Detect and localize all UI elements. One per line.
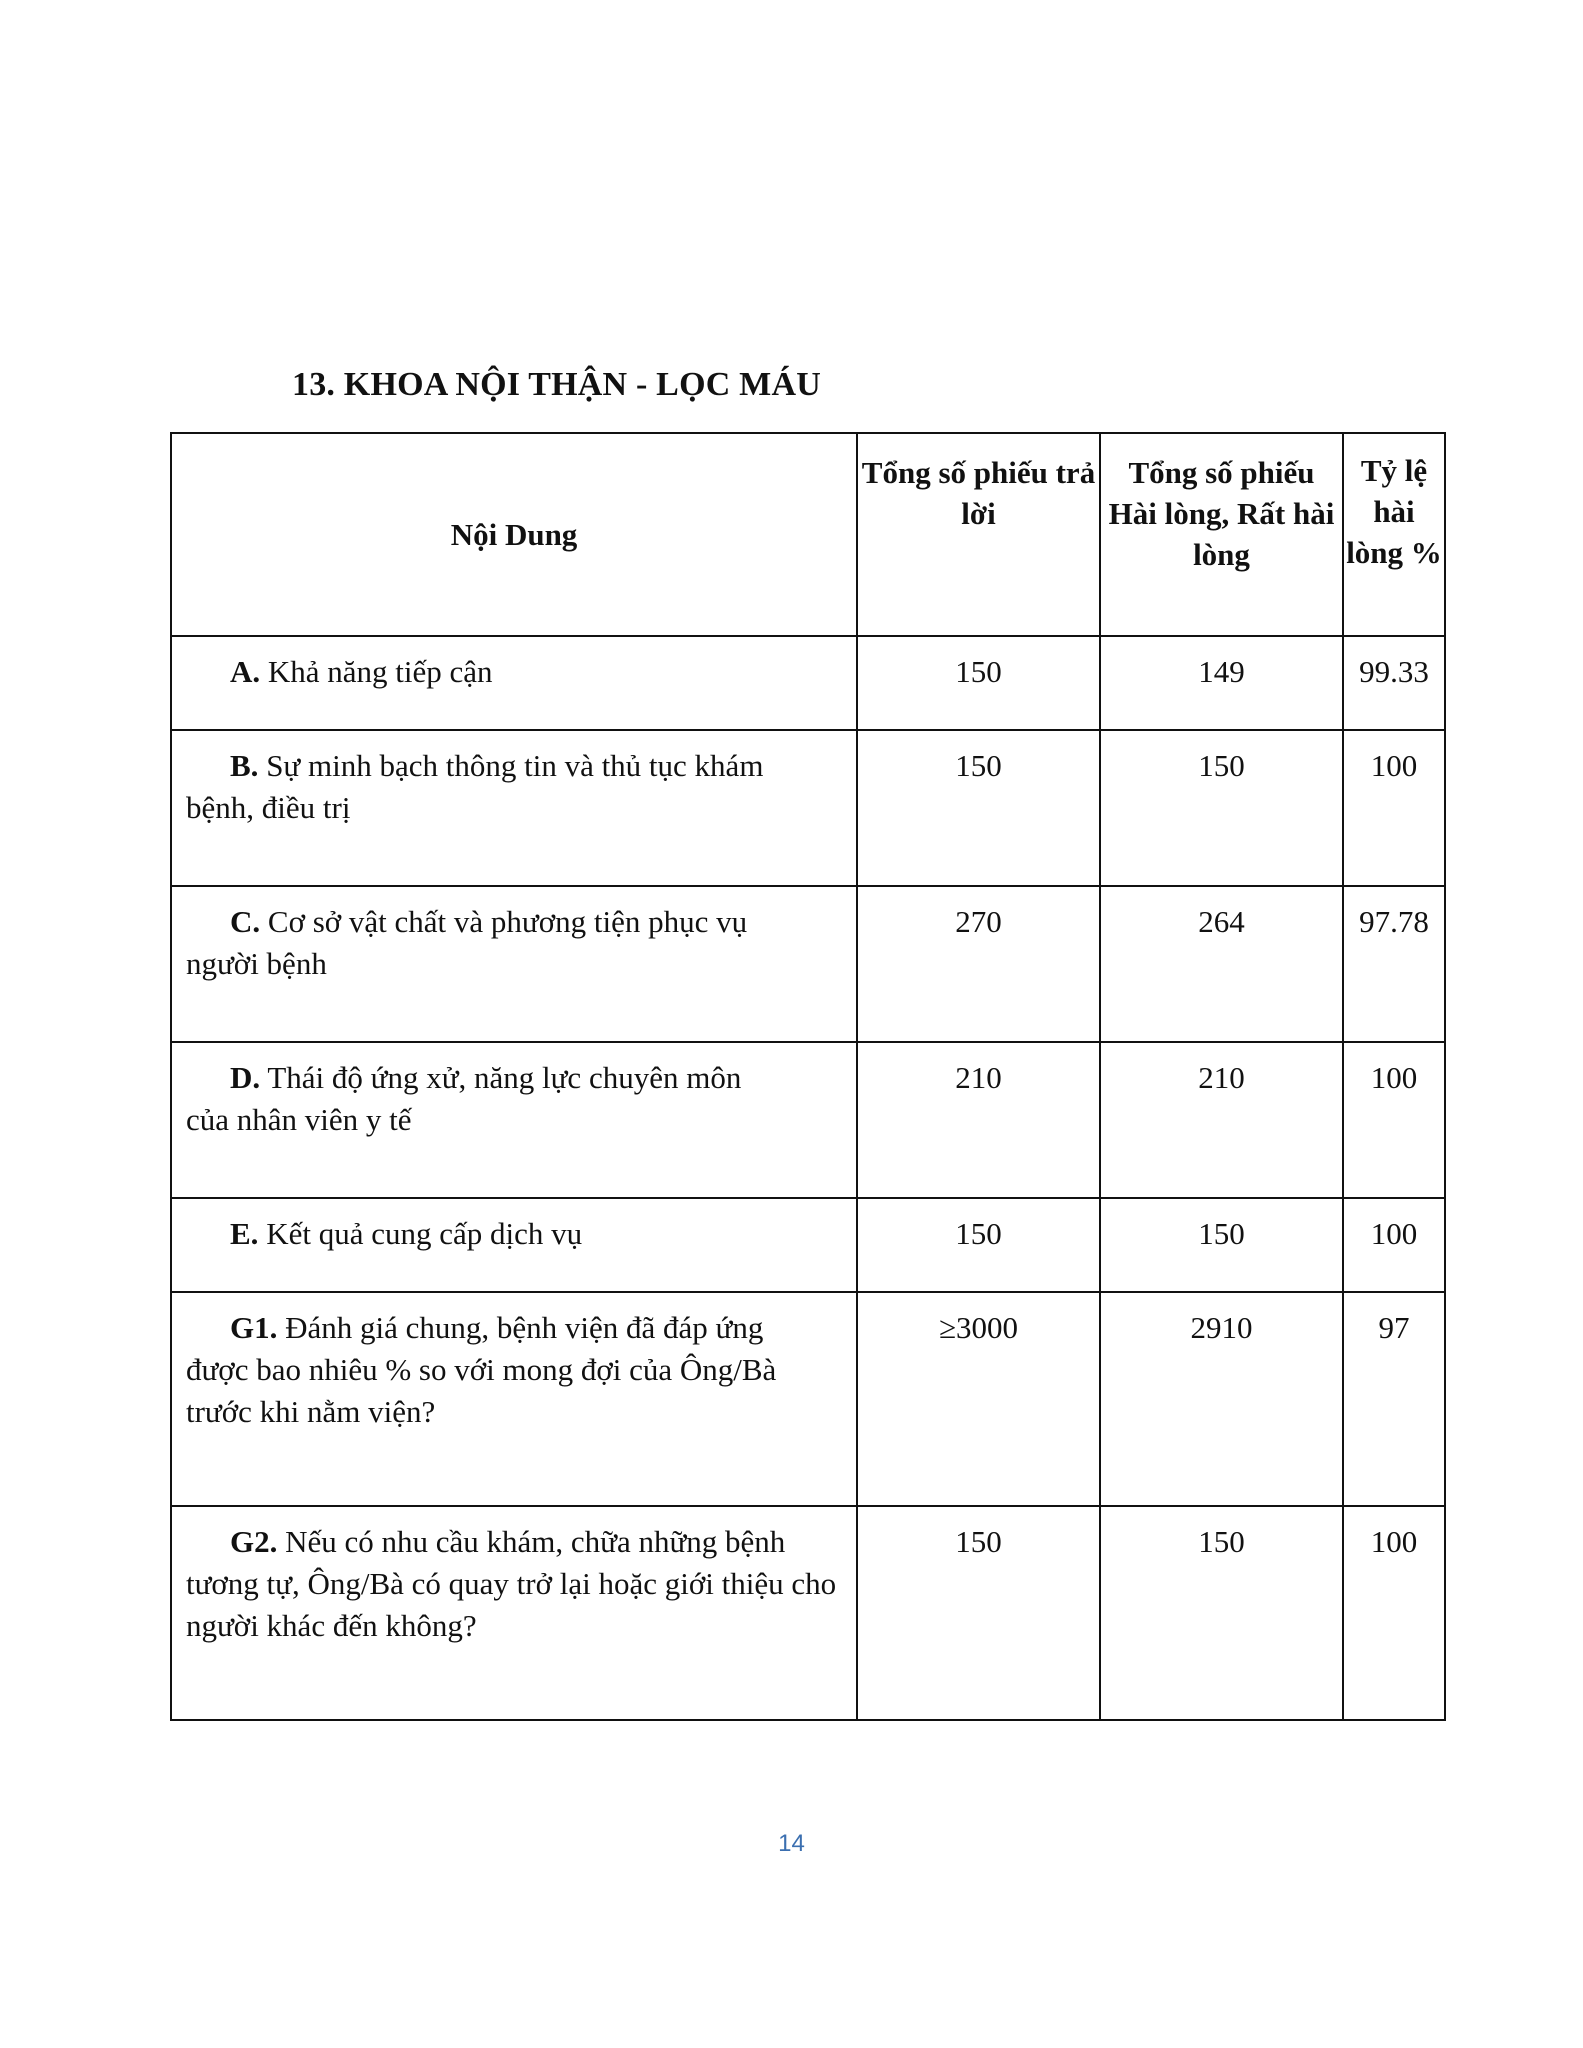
row-total: 210: [857, 1042, 1100, 1198]
row-satisfied: 150: [1100, 730, 1343, 886]
row-rate: 100: [1343, 1506, 1445, 1720]
row-rate: 97.78: [1343, 886, 1445, 1042]
row-satisfied: 210: [1100, 1042, 1343, 1198]
row-content: G1. Đánh giá chung, bệnh viện đã đáp ứng được bao nhiêu % so với mong đợi của Ông/Bà trước khi nằm viện?: [171, 1292, 857, 1506]
header-content: Nội Dung: [171, 433, 857, 636]
row-content: B. Sự minh bạch thông tin và thủ tục khám bệnh, điều trị: [171, 730, 857, 886]
row-total: 270: [857, 886, 1100, 1042]
header-satisfied: Tổng số phiếu Hài lòng, Rất hài lòng: [1100, 433, 1343, 636]
header-total: Tổng số phiếu trả lời: [857, 433, 1100, 636]
row-total: 150: [857, 1198, 1100, 1292]
section-title: 13. KHOA NỘI THẬN - LỌC MÁU: [292, 366, 821, 403]
row-content: A. Khả năng tiếp cận: [171, 636, 857, 730]
row-rate: 100: [1343, 1198, 1445, 1292]
satisfaction-table: [170, 432, 1446, 1721]
row-rate: 99.33: [1343, 636, 1445, 730]
row-rate: 97: [1343, 1292, 1445, 1506]
row-satisfied: 150: [1100, 1506, 1343, 1720]
row-total: 150: [857, 636, 1100, 730]
table-header-row: [171, 433, 1445, 636]
row-rate: 100: [1343, 730, 1445, 886]
table-row: [171, 636, 1445, 730]
row-total: ≥3000: [857, 1292, 1100, 1506]
row-satisfied: 150: [1100, 1198, 1343, 1292]
table-row: [171, 730, 1445, 886]
table-row: [171, 886, 1445, 1042]
row-content: E. Kết quả cung cấp dịch vụ: [171, 1198, 857, 1292]
row-content: C. Cơ sở vật chất và phương tiện phục vụ người bệnh: [171, 886, 857, 1042]
row-rate: 100: [1343, 1042, 1445, 1198]
row-content: G2. Nếu có nhu cầu khám, chữa những bệnh tương tự, Ông/Bà có quay trở lại hoặc giới thiệu cho người khác đến không?: [171, 1506, 857, 1720]
table-row: [171, 1042, 1445, 1198]
row-satisfied: 264: [1100, 886, 1343, 1042]
row-satisfied: 2910: [1100, 1292, 1343, 1506]
table-row: [171, 1506, 1445, 1720]
page-number: 14: [778, 1830, 805, 1857]
row-total: 150: [857, 1506, 1100, 1720]
table-row: [171, 1292, 1445, 1506]
table-row: [171, 1198, 1445, 1292]
row-content: D. Thái độ ứng xử, năng lực chuyên môn của nhân viên y tế: [171, 1042, 857, 1198]
row-total: 150: [857, 730, 1100, 886]
header-rate: Tỷ lệ hài lòng %: [1343, 433, 1445, 636]
row-satisfied: 149: [1100, 636, 1343, 730]
